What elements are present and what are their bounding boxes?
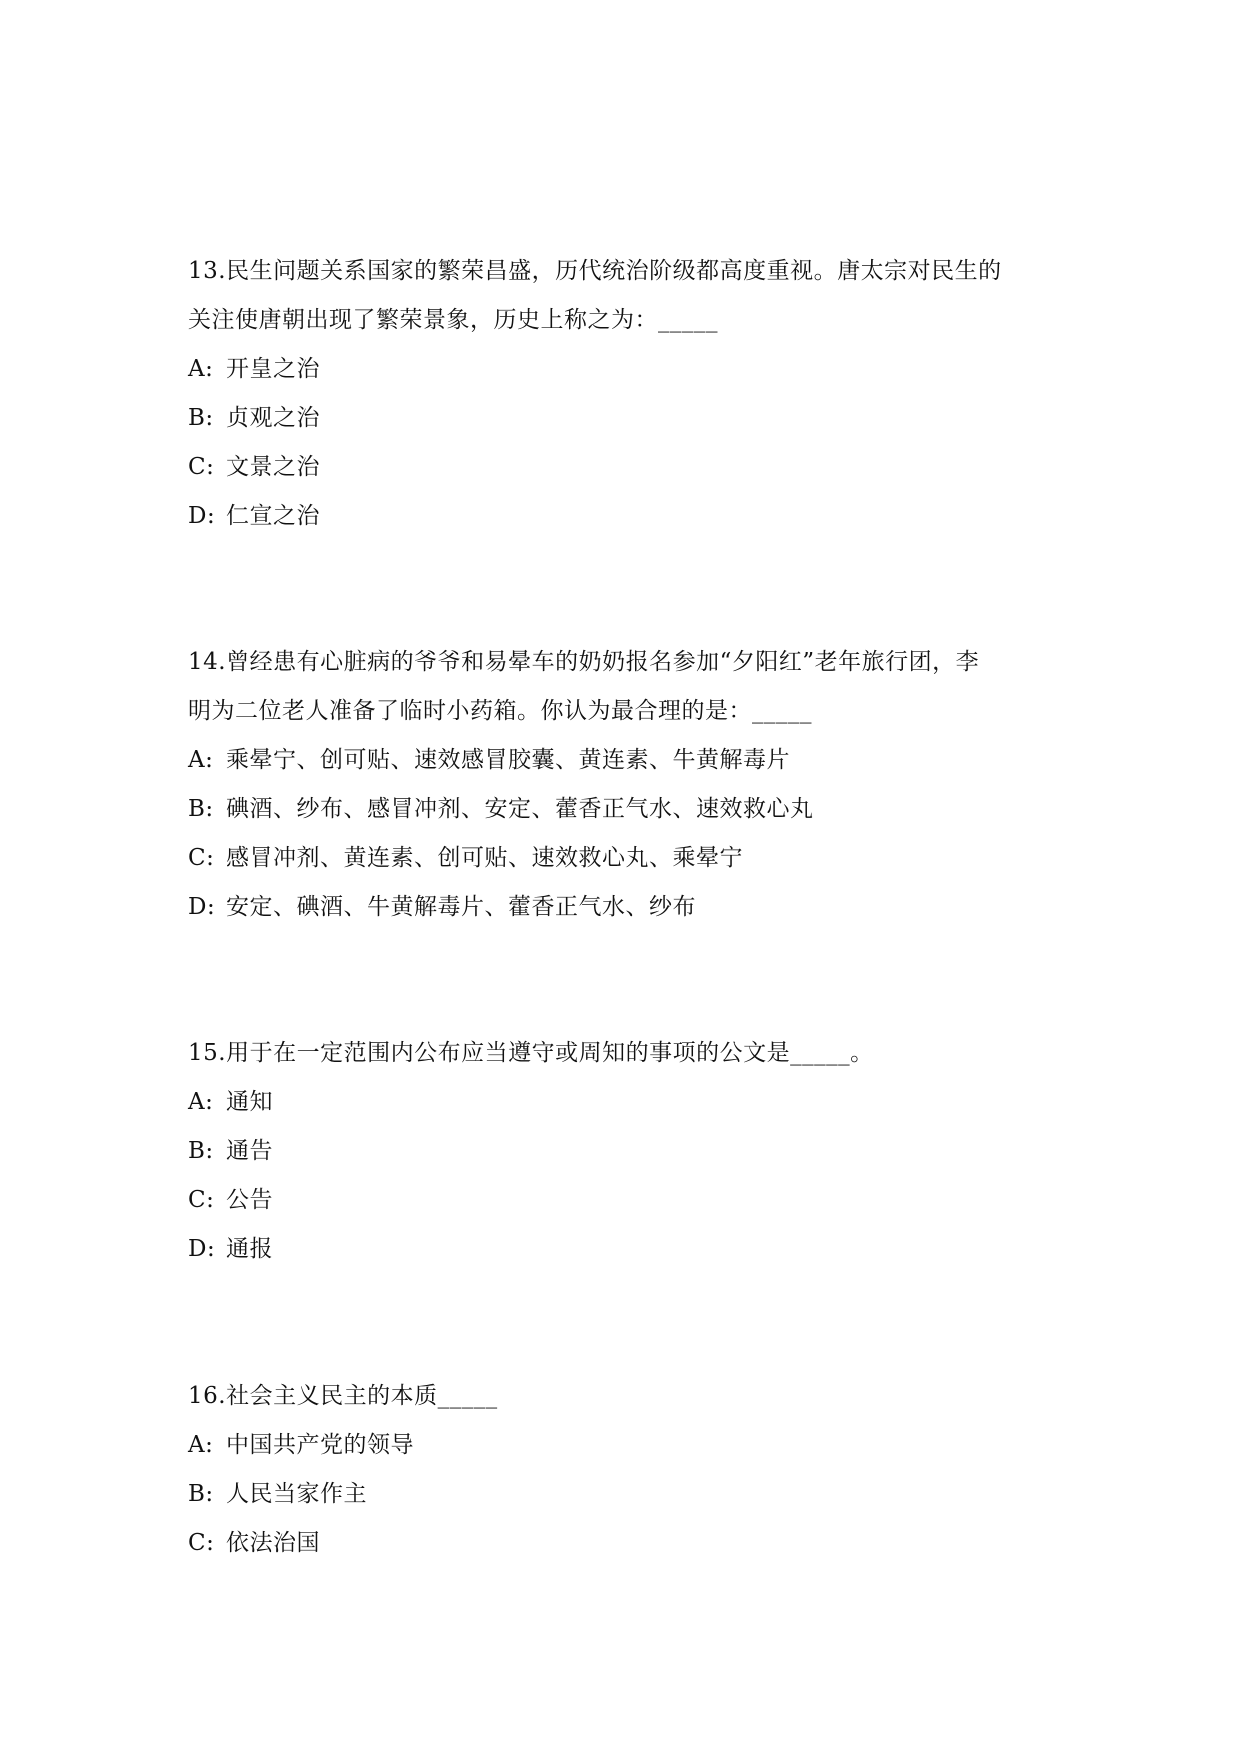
- question-16-option-b: [188, 1470, 1068, 1519]
- option-text: 公告: [226, 1187, 273, 1213]
- option-text: 感冒冲剂、黄连素、创可贴、速效救心丸、乘晕宁: [226, 845, 743, 871]
- option-text: 开皇之治: [226, 356, 320, 382]
- question-14-option-d: [188, 883, 1068, 932]
- question-15: [188, 1029, 1068, 1274]
- question-14: [188, 638, 1068, 932]
- question-13-option-d: [188, 492, 1068, 541]
- question-16-option-a: [188, 1421, 1068, 1470]
- option-letter: D:: [188, 503, 216, 529]
- option-text: 人民当家作主: [226, 1481, 367, 1507]
- option-text: 通知: [226, 1089, 273, 1115]
- question-14-stem-line-2: 明为二位老人准备了临时小药箱。你认为最合理的是：_____: [188, 698, 812, 724]
- question-15-stem-line-1: 15.用于在一定范围内公布应当遵守或周知的事项的公文是_____。: [188, 1040, 874, 1066]
- question-15-option-a: [188, 1078, 1068, 1127]
- option-letter: A:: [188, 1089, 214, 1115]
- question-14-option-c: [188, 834, 1068, 883]
- question-16-option-c: [188, 1519, 1068, 1568]
- option-letter: C:: [188, 845, 215, 871]
- option-letter: A:: [188, 1432, 214, 1458]
- option-letter: B:: [188, 1481, 214, 1507]
- question-14-stem-line-1: 14.曾经患有心脏病的爷爷和易晕车的奶奶报名参加“夕阳红”老年旅行团，李: [188, 649, 980, 675]
- option-text: 仁宣之治: [226, 503, 320, 529]
- option-letter: D:: [188, 1236, 216, 1262]
- question-13-stem-line-2: 关注使唐朝出现了繁荣景象，历史上称之为：_____: [188, 307, 718, 333]
- option-letter: A:: [188, 747, 214, 773]
- question-14-option-b: [188, 785, 1068, 834]
- question-13: [188, 247, 1068, 541]
- option-letter: A:: [188, 356, 214, 382]
- option-text: 通报: [226, 1236, 273, 1262]
- option-letter: B:: [188, 796, 214, 822]
- question-14-option-a: [188, 736, 1068, 785]
- question-15-option-c: [188, 1176, 1068, 1225]
- question-16: [188, 1372, 1068, 1568]
- option-text: 中国共产党的领导: [226, 1432, 414, 1458]
- option-text: 依法治国: [226, 1530, 320, 1556]
- question-16-stem-line-1: 16.社会主义民主的本质_____: [188, 1383, 498, 1409]
- question-15-option-b: [188, 1127, 1068, 1176]
- question-13-option-a: [188, 345, 1068, 394]
- option-text: 文景之治: [226, 454, 320, 480]
- option-letter: C:: [188, 1187, 215, 1213]
- option-text: 通告: [226, 1138, 273, 1164]
- option-letter: C:: [188, 454, 215, 480]
- option-text: 安定、碘酒、牛黄解毒片、藿香正气水、纱布: [226, 894, 696, 920]
- option-letter: B:: [188, 405, 214, 431]
- option-letter: D:: [188, 894, 216, 920]
- question-13-option-b: [188, 394, 1068, 443]
- question-15-option-d: [188, 1225, 1068, 1274]
- question-13-stem-line-1: 13.民生问题关系国家的繁荣昌盛，历代统治阶级都高度重视。唐太宗对民生的: [188, 258, 1002, 284]
- option-letter: C:: [188, 1530, 215, 1556]
- option-letter: B:: [188, 1138, 214, 1164]
- question-13-option-c: [188, 443, 1068, 492]
- option-text: 乘晕宁、创可贴、速效感冒胶囊、黄连素、牛黄解毒片: [226, 747, 790, 773]
- option-text: 贞观之治: [226, 405, 320, 431]
- option-text: 碘酒、纱布、感冒冲剂、安定、藿香正气水、速效救心丸: [226, 796, 814, 822]
